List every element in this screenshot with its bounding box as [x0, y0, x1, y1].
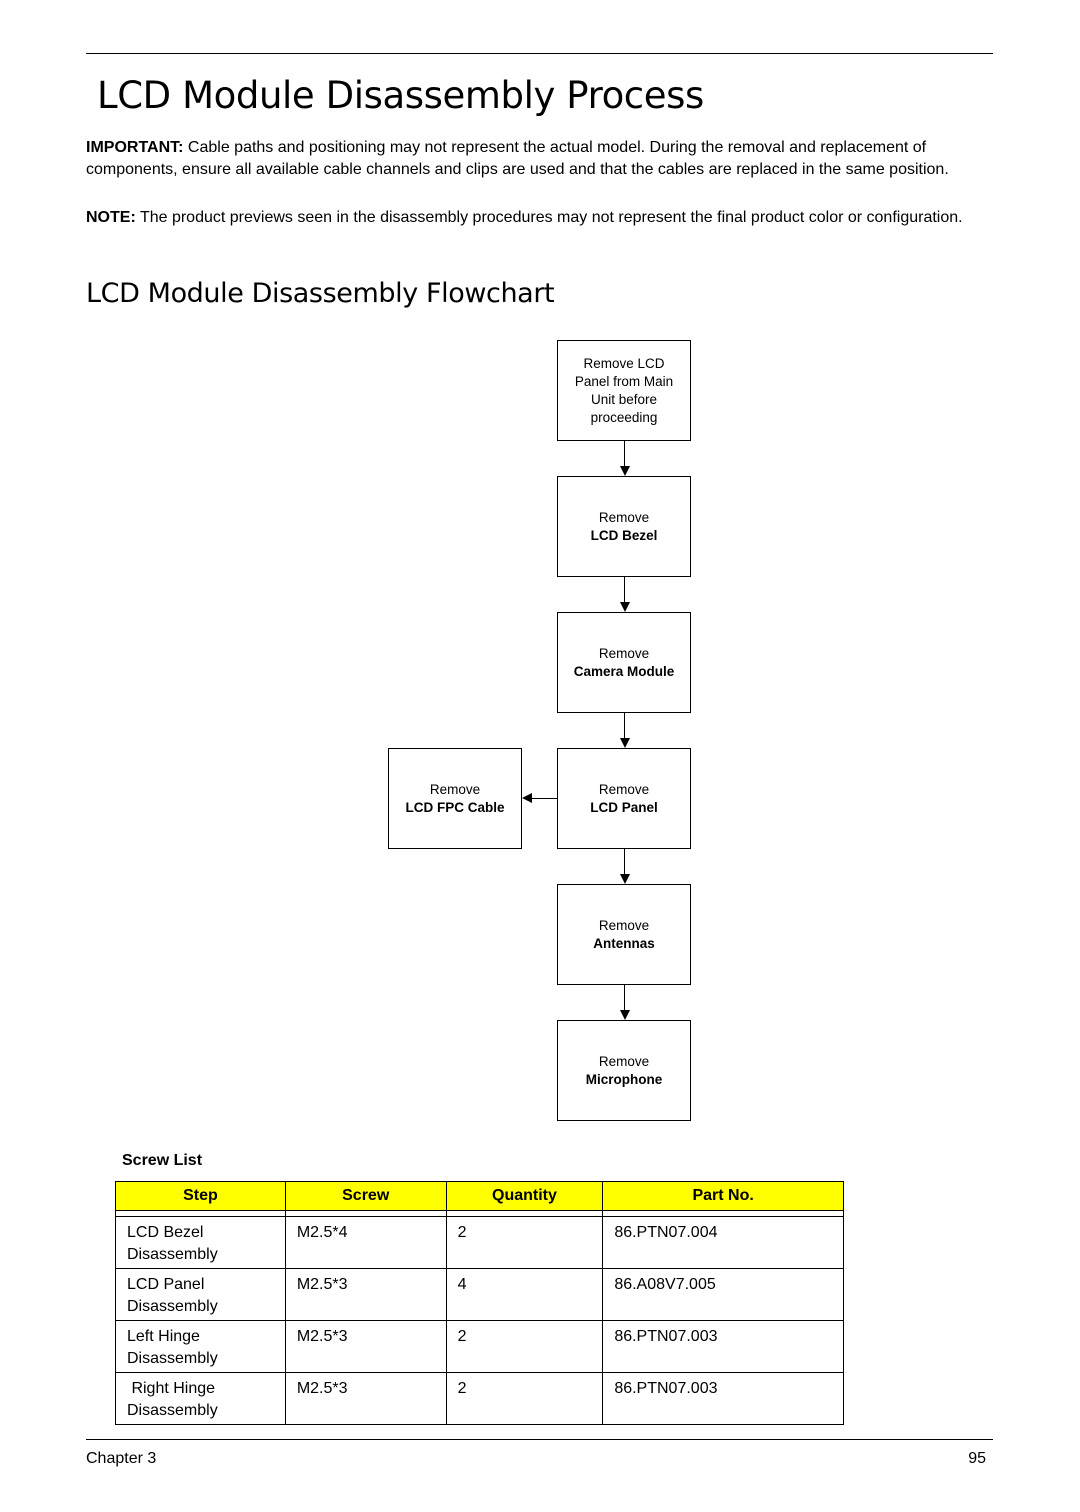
flow-step-antennas: [557, 884, 691, 985]
flow-connector-2: [624, 577, 625, 603]
note-text: The product previews seen in the disassembly procedures may not represent the final product color or configuration.: [135, 209, 963, 226]
flow-antennas-part: Antennas: [593, 935, 655, 951]
flow-microphone-part: Microphone: [585, 1071, 663, 1087]
flow-connector-1: [624, 441, 625, 467]
cell-step: Left Hinge Disassembly: [116, 1321, 286, 1373]
flow-step-start: [557, 340, 691, 441]
flow-step-bezel: [557, 476, 691, 577]
flow-camera-action: Remove: [598, 645, 650, 661]
note-paragraph: [86, 207, 986, 229]
table-row: [116, 1373, 844, 1425]
flow-panel-action: Remove: [598, 781, 650, 797]
important-label: IMPORTANT:: [86, 139, 184, 156]
cell-part-no: 86.PTN07.004: [603, 1217, 844, 1269]
footer-rule: [86, 1439, 993, 1440]
page-title: LCD Module Disassembly Process: [97, 74, 704, 117]
screw-list-title: Screw List: [122, 1152, 203, 1169]
cell-part-no: 86.PTN07.003: [603, 1373, 844, 1425]
flow-camera-part: Camera Module: [573, 663, 675, 679]
cell-part-no: 86.A08V7.005: [603, 1269, 844, 1321]
header-screw: Screw: [285, 1182, 446, 1211]
header-quantity: Quantity: [446, 1182, 603, 1211]
flow-panel-part: LCD Panel: [590, 799, 658, 815]
cell-quantity: 2: [446, 1373, 603, 1425]
flow-connector-4: [624, 849, 625, 875]
flow-arrow-3: [620, 738, 630, 748]
cell-screw: M2.5*3: [285, 1321, 446, 1373]
flow-step-microphone: [557, 1020, 691, 1121]
footer-page-number: 95: [968, 1450, 986, 1467]
header-part-no: Part No.: [603, 1182, 844, 1211]
flow-connector-5: [624, 985, 625, 1011]
flow-arrow-5: [620, 1010, 630, 1020]
flow-microphone-action: Remove: [598, 1053, 650, 1069]
flow-start-line-4: proceeding: [590, 409, 658, 425]
screw-table-header: [116, 1182, 844, 1211]
flow-arrow-2: [620, 602, 630, 612]
flow-step-panel: [557, 748, 691, 849]
cell-step: LCD Bezel Disassembly: [116, 1217, 286, 1269]
flow-start-line-3: Unit before: [590, 391, 658, 407]
flow-connector-side: [532, 798, 557, 799]
cell-screw: M2.5*3: [285, 1269, 446, 1321]
screw-table: [115, 1181, 844, 1425]
cell-screw: M2.5*4: [285, 1217, 446, 1269]
flow-bezel-action: Remove: [598, 509, 650, 525]
cell-part-no: 86.PTN07.003: [603, 1321, 844, 1373]
flow-arrow-1: [620, 466, 630, 476]
cell-quantity: 4: [446, 1269, 603, 1321]
flow-arrow-4: [620, 874, 630, 884]
flow-bezel-part: LCD Bezel: [590, 527, 658, 543]
table-row: [116, 1217, 844, 1269]
flow-step-camera: [557, 612, 691, 713]
flow-antennas-action: Remove: [598, 917, 650, 933]
table-row: [116, 1269, 844, 1321]
header-rule: [86, 53, 993, 54]
cell-screw: M2.5*3: [285, 1373, 446, 1425]
flow-fpc-part: LCD FPC Cable: [405, 799, 505, 815]
cell-quantity: 2: [446, 1321, 603, 1373]
important-paragraph: [86, 137, 986, 181]
flow-start-line-2: Panel from Main: [574, 373, 674, 389]
note-label: NOTE:: [86, 209, 136, 226]
header-step: Step: [116, 1182, 286, 1211]
cell-step: Right Hinge Disassembly: [116, 1373, 286, 1425]
flow-connector-3: [624, 713, 625, 739]
flow-fpc-action: Remove: [429, 781, 481, 797]
cell-step: LCD Panel Disassembly: [116, 1269, 286, 1321]
cell-quantity: 2: [446, 1217, 603, 1269]
footer-chapter: Chapter 3: [86, 1450, 157, 1467]
flowchart-heading: LCD Module Disassembly Flowchart: [86, 278, 555, 309]
flow-step-fpc-cable: [388, 748, 522, 849]
important-text: Cable paths and positioning may not represent the actual model. During the removal and replacement of components, ensure all available cable channels and clips are used and that the cables are replaced in the same position.: [86, 139, 949, 178]
table-row: [116, 1321, 844, 1373]
flow-arrow-side: [522, 793, 532, 803]
flow-start-line-1: Remove LCD: [583, 355, 665, 371]
